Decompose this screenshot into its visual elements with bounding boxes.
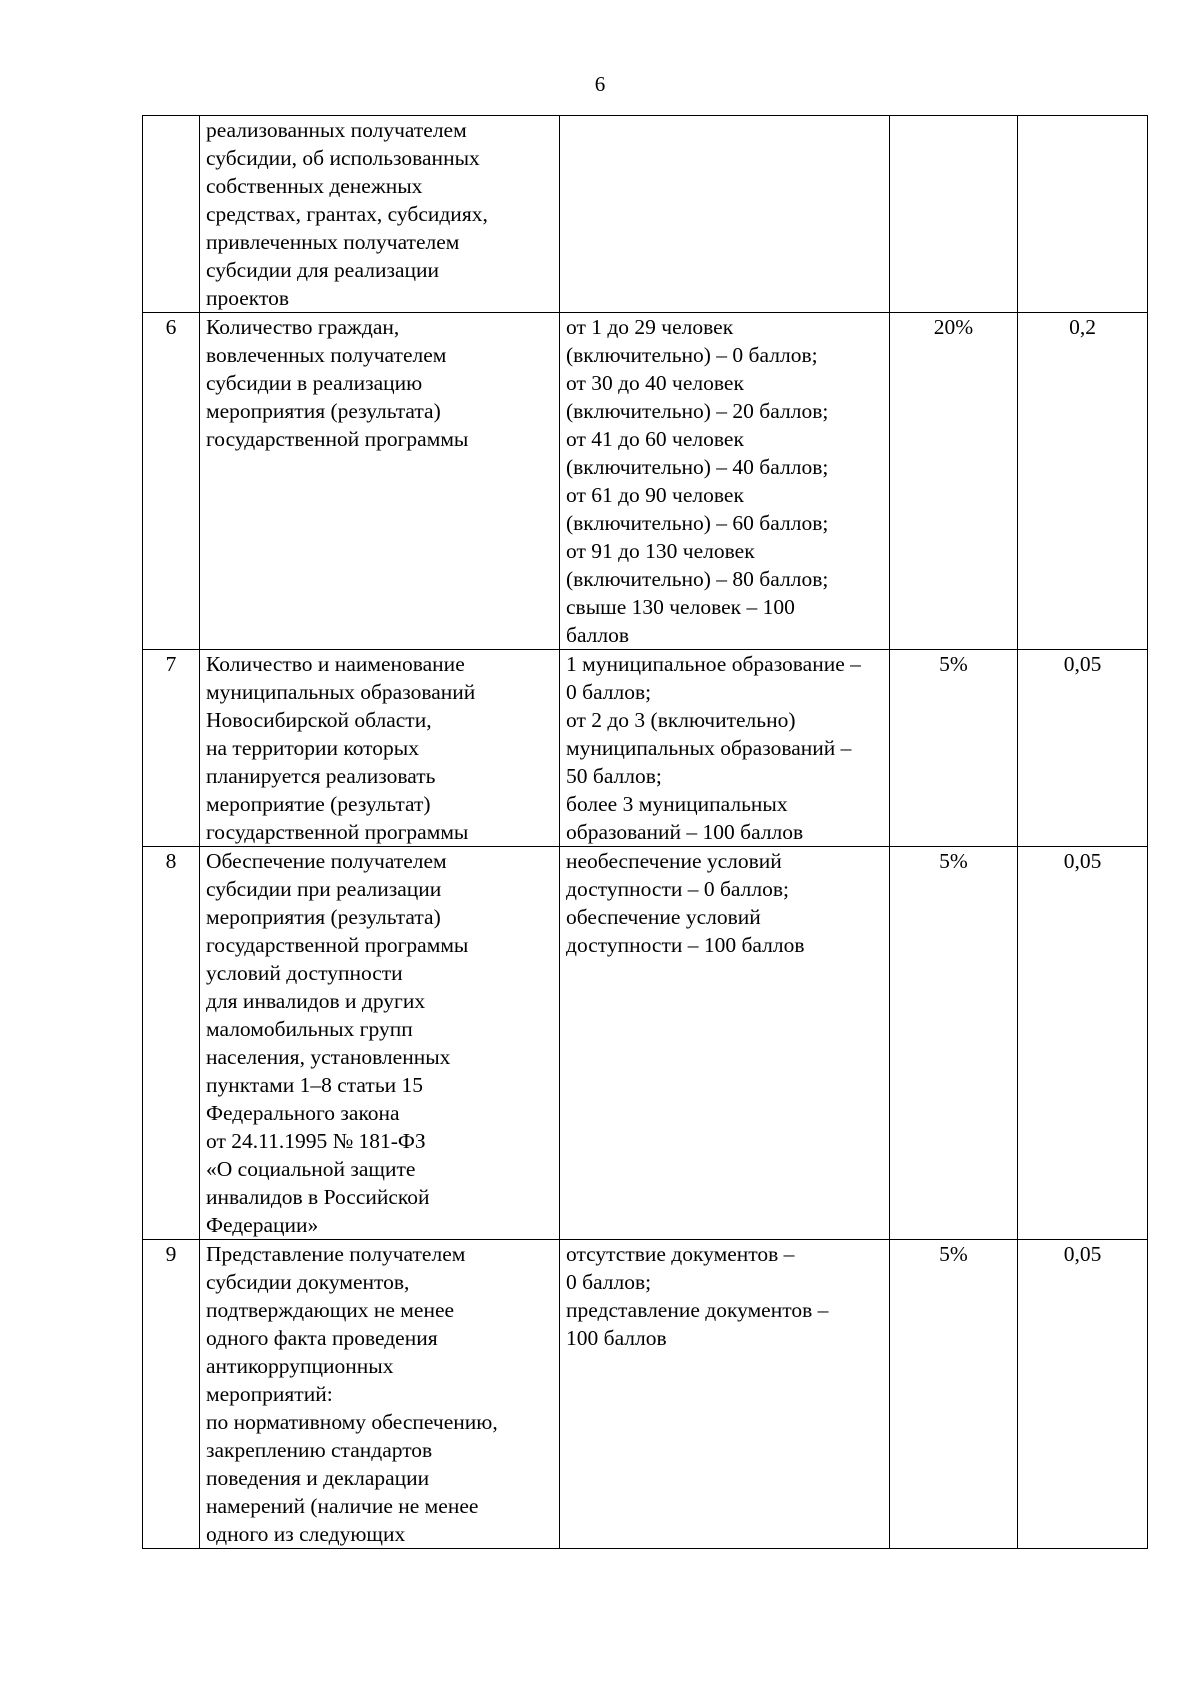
criterion-name-line: одного из следующих (206, 1522, 406, 1546)
criterion-name-line: маломобильных групп (206, 1017, 413, 1041)
criterion-name-line: государственной программы (206, 933, 469, 957)
criterion-name-line: на территории которых (206, 736, 419, 760)
table-row (143, 650, 1148, 847)
criterion-name (200, 116, 560, 313)
criteria-table (142, 115, 1148, 1549)
scoring-scale-line: муниципальных образований – (566, 736, 852, 760)
scoring-scale-line: 50 баллов; (566, 764, 662, 788)
criterion-name-line: субсидии при реализации (206, 877, 442, 901)
criterion-name (200, 650, 560, 847)
criterion-name-line: Обеспечение получателем (206, 849, 447, 873)
criterion-name-line: Федерации» (206, 1213, 319, 1237)
scoring-scale-line: от 41 до 60 человек (566, 427, 744, 451)
criterion-name-line: мероприятие (результат) (206, 792, 431, 816)
criterion-name-line: субсидии для реализации (206, 258, 440, 282)
criterion-name (200, 1240, 560, 1549)
scoring-scale-line: от 1 до 29 человек (566, 315, 734, 339)
scoring-scale-line: (включительно) – 0 баллов; (566, 343, 818, 367)
page-number: 6 (594, 72, 606, 96)
criterion-name-line: подтверждающих не менее (206, 1298, 455, 1322)
criterion-name (200, 313, 560, 650)
criterion-name-line: антикоррупционных (206, 1354, 394, 1378)
scoring-scale (560, 313, 890, 650)
criterion-name-line: одного факта проведения (206, 1326, 438, 1350)
criterion-coefficient (1018, 116, 1148, 313)
scoring-scale-line: свыше 130 человек – 100 (566, 595, 795, 619)
criterion-name-line: Количество и наименование (206, 652, 465, 676)
row-number: 7 (143, 650, 200, 847)
table-row (143, 116, 1148, 313)
scoring-scale-line: от 91 до 130 человек (566, 539, 755, 563)
row-number: 8 (143, 847, 200, 1240)
scoring-scale-line: 100 баллов (566, 1326, 667, 1350)
criterion-name-line: поведения и декларации (206, 1466, 430, 1490)
table-row (143, 1240, 1148, 1549)
table-row (143, 847, 1148, 1240)
criterion-name-line: пунктами 1–8 статьи 15 (206, 1073, 424, 1097)
criterion-name-line: Количество граждан, (206, 315, 400, 339)
scoring-scale-line: баллов (566, 623, 630, 647)
row-number: 9 (143, 1240, 200, 1549)
scoring-scale-line: от 30 до 40 человек (566, 371, 744, 395)
criterion-name-line: по нормативному обеспечению, (206, 1410, 498, 1434)
criterion-name-line: субсидии документов, (206, 1270, 410, 1294)
criterion-coefficient: 0,05 (1018, 847, 1148, 1240)
criterion-name-line: Новосибирской области, (206, 708, 432, 732)
criterion-name-line: населения, установленных (206, 1045, 451, 1069)
criterion-name-line: инвалидов в Российской (206, 1185, 430, 1209)
criterion-weight: 5% (890, 847, 1018, 1240)
criterion-name-line: государственной программы (206, 820, 469, 844)
criterion-name-line: «О социальной защите (206, 1157, 416, 1181)
criterion-name-line: мероприятия (результата) (206, 905, 441, 929)
criterion-name-line: для инвалидов и других (206, 989, 426, 1013)
scoring-scale-line: (включительно) – 40 баллов; (566, 455, 829, 479)
scoring-scale-line: (включительно) – 80 баллов; (566, 567, 829, 591)
criterion-name-line: от 24.11.1995 № 181-ФЗ (206, 1129, 426, 1153)
scoring-scale (560, 847, 890, 1240)
criterion-weight: 5% (890, 1240, 1018, 1549)
criterion-name-line: государственной программы (206, 427, 469, 451)
row-number (143, 116, 200, 313)
criterion-coefficient: 0,05 (1018, 650, 1148, 847)
criterion-name-line: реализованных получателем (206, 118, 467, 142)
scoring-scale (560, 116, 890, 313)
criterion-name-line: планируется реализовать (206, 764, 436, 788)
row-number: 6 (143, 313, 200, 650)
criterion-name-line: условий доступности (206, 961, 403, 985)
scoring-scale-line: от 2 до 3 (включительно) (566, 708, 796, 732)
scoring-scale-line: отсутствие документов – (566, 1242, 795, 1266)
criterion-weight: 5% (890, 650, 1018, 847)
criterion-name-line: мероприятия (результата) (206, 399, 441, 423)
criterion-weight (890, 116, 1018, 313)
scoring-scale-line: 0 баллов; (566, 1270, 652, 1294)
criterion-name-line: намерений (наличие не менее (206, 1494, 479, 1518)
criterion-name-line: закреплению стандартов (206, 1438, 433, 1462)
criterion-name-line: Представление получателем (206, 1242, 466, 1266)
criterion-name-line: мероприятий: (206, 1382, 333, 1406)
scoring-scale-line: доступности – 0 баллов; (566, 877, 789, 901)
criterion-name-line: субсидии, об использованных (206, 146, 480, 170)
table-row (143, 313, 1148, 650)
criterion-coefficient: 0,2 (1018, 313, 1148, 650)
scoring-scale-line: необеспечение условий (566, 849, 782, 873)
scoring-scale-line: (включительно) – 20 баллов; (566, 399, 829, 423)
scoring-scale-line: образований – 100 баллов (566, 820, 804, 844)
scoring-scale-line: от 61 до 90 человек (566, 483, 744, 507)
criterion-name-line: вовлеченных получателем (206, 343, 447, 367)
scoring-scale-line: более 3 муниципальных (566, 792, 788, 816)
criterion-name-line: субсидии в реализацию (206, 371, 423, 395)
scoring-scale-line: представление документов – (566, 1298, 829, 1322)
scoring-scale (560, 1240, 890, 1549)
criterion-name-line: привлеченных получателем (206, 230, 460, 254)
criterion-name-line: муниципальных образований (206, 680, 476, 704)
criteria-table-body (143, 116, 1148, 1549)
scoring-scale-line: 0 баллов; (566, 680, 652, 704)
criterion-weight: 20% (890, 313, 1018, 650)
criterion-coefficient: 0,05 (1018, 1240, 1148, 1549)
criterion-name (200, 847, 560, 1240)
scoring-scale-line: обеспечение условий (566, 905, 761, 929)
criterion-name-line: проектов (206, 286, 289, 310)
criterion-name-line: собственных денежных (206, 174, 423, 198)
scoring-scale-line: (включительно) – 60 баллов; (566, 511, 829, 535)
scoring-scale (560, 650, 890, 847)
scoring-scale-line: 1 муниципальное образование – (566, 652, 861, 676)
criterion-name-line: Федерального закона (206, 1101, 400, 1125)
criterion-name-line: средствах, грантах, субсидиях, (206, 202, 488, 226)
scoring-scale-line: доступности – 100 баллов (566, 933, 805, 957)
